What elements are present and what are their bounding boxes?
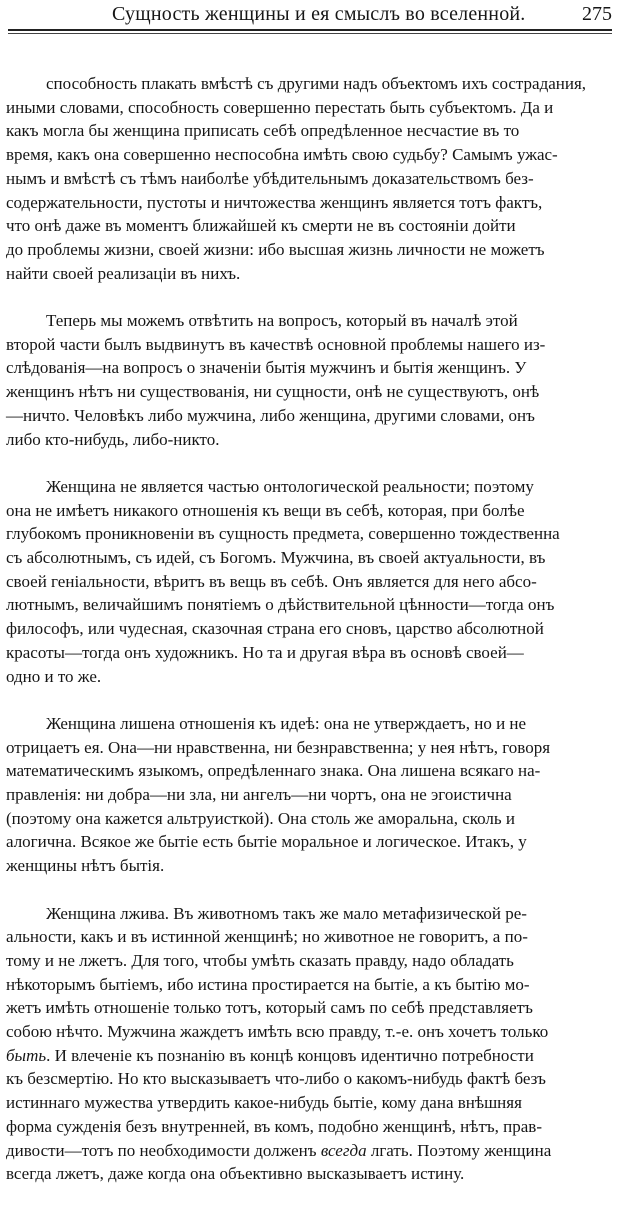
text-line: она не имѣетъ никакого отношенія къ вещи въ себѣ, которая, при болѣе (6, 500, 525, 520)
emphasis-text: всегда (320, 1140, 367, 1160)
text-line: жетъ имѣть отношеніе только тотъ, который самъ по себѣ представляетъ (6, 998, 533, 1018)
text-line: (поэтому она кажется альтруисткой). Она столь же аморальна, сколь и (6, 808, 516, 828)
text-line: слѣдованія—на вопросъ о значеніи бытія мужчинъ и бытія женщинъ. У (6, 358, 527, 378)
text-line: собою нѣчто. Мужчина жаждетъ имѣть всю правду, т.-е. онъ хочетъ только (6, 1022, 549, 1042)
text-line: Женщина лишена отношенія къ идеѣ: она не утверждаетъ, но и не (46, 713, 527, 733)
text-line: способность плакать вмѣстѣ съ другими надъ объектомъ ихъ сострадания, (46, 74, 587, 93)
text-line: нѣкоторымъ бытіемъ, ибо истина простирается на бытіе, а къ бытію мо- (6, 974, 530, 994)
text-line: либо кто-нибудь, либо-никто. (6, 429, 220, 449)
paragraph (6, 712, 614, 878)
text-line: къ безсмертію. Но кто высказываетъ что-либо о какомъ-нибудь фактѣ безъ (6, 1069, 546, 1089)
text-line: тому и не лжетъ. Для того, чтобы умѣть сказать правду, надо обладать (6, 950, 514, 970)
header-rule-thin (8, 33, 612, 34)
text-line: иными словами, способность совершенно перестать быть субъектомъ. Да и (6, 97, 554, 117)
header-rule-thick (8, 29, 612, 31)
text-line: что онѣ даже въ моментъ ближайшей къ смерти не въ состояніи дойти (6, 216, 516, 236)
page-header (0, 0, 620, 30)
text-line: Женщина не является частью онтологической реальности; поэтому (46, 476, 534, 496)
text-line: женщины нѣтъ бытія. (6, 856, 165, 876)
text-line: содержательности, пустоты и ничтожества женщинъ является тотъ фактъ, (6, 192, 543, 212)
body-text (6, 72, 614, 1210)
text-line: своей геніальности, вѣритъ въ вещь въ себѣ. Онъ является для него абсо- (6, 571, 537, 591)
text-line: алогична. Всякое же бытіе есть бытіе моральное и логическое. Итакъ, у (6, 832, 527, 852)
paragraph (6, 902, 614, 1186)
text-line: какъ могла бы женщина приписать себѣ опредѣленное несчастие въ то (6, 121, 520, 141)
text-line: глубокомъ проникновеніи въ сущность предмета, совершенно тождественна (6, 524, 560, 544)
text-line: математическимъ языкомъ, опредѣленнаго знака. Она лишена всякаго на- (6, 761, 541, 781)
text-line: найти своей реализаціи въ нихъ. (6, 263, 241, 283)
page-number: 275 (582, 3, 612, 25)
text-line: правленія: ни добра—ни зла, ни ангелъ—ни чортъ, она не эгоистична (6, 785, 512, 805)
text-line: Теперь мы можемъ отвѣтить на вопросъ, который въ началѣ этой (46, 311, 518, 331)
running-title: Сущность женщины и ея смыслъ во вселенной. (112, 3, 526, 25)
text-line: быть. И влеченіе къ познанію въ концѣ концовъ идентично потребности (6, 1045, 534, 1065)
text-line: женщинъ нѣтъ ни существованія, ни сущности, онѣ не существуютъ, онѣ (6, 382, 540, 402)
text-line: —ничто. Человѣкъ либо мужчина, либо женщина, другими словами, онъ (6, 405, 535, 425)
text-line: одно и то же. (6, 666, 102, 686)
emphasis-text: быть (6, 1045, 47, 1065)
text-line: второй части былъ выдвинутъ въ качествѣ основной проблемы нашего из- (6, 334, 546, 354)
text-line: Женщина лжива. Въ животномъ такъ же мало метафизической ре- (46, 903, 527, 923)
paragraph (6, 475, 614, 688)
text-line: всегда лжетъ, даже когда она объективно высказываетъ истину. (6, 1164, 465, 1184)
text-line: съ абсолютнымъ, съ идей, съ Богомъ. Мужчина, въ своей актуальности, въ (6, 548, 546, 568)
text-line: альности, какъ и въ истинной женщинѣ; но животное не говоритъ, а по- (6, 927, 528, 947)
text-line: отрицаетъ ея. Она—ни нравственна, ни безнравственна; у нея нѣтъ, говоря (6, 737, 551, 757)
text-line: философъ, или чудесная, сказочная страна его сновъ, царство абсолютной (6, 619, 544, 639)
text-line: форма сужденія безъ внутренней, въ комъ, подобно женщинѣ, нѣтъ, прав- (6, 1116, 542, 1136)
text-line: красоты—тогда онъ художникъ. Но та и другая вѣра въ основѣ своей— (6, 642, 524, 662)
text-line: время, какъ она совершенно неспособна имѣть свою судьбу? Самымъ ужас- (6, 145, 558, 165)
text-line: до проблемы жизни, своей жизни: ибо высшая жизнь личности не можетъ (6, 239, 545, 259)
paragraph (6, 72, 614, 285)
text-line: дивости—тотъ по необходимости долженъ всегда лгать. Поэтому женщина (6, 1140, 552, 1160)
text-line: нымъ и вмѣстѣ съ тѣмъ наиболѣе убѣдительнымъ доказательствомъ без- (6, 168, 534, 188)
text-line: лютнымъ, величайшимъ понятіемъ о дѣйствительной цѣнности—тогда онъ (6, 595, 555, 615)
paragraph (6, 309, 614, 451)
text-line: истиннаго мужества утвердить какое-нибудь бытіе, кому дана внѣшняя (6, 1093, 522, 1113)
